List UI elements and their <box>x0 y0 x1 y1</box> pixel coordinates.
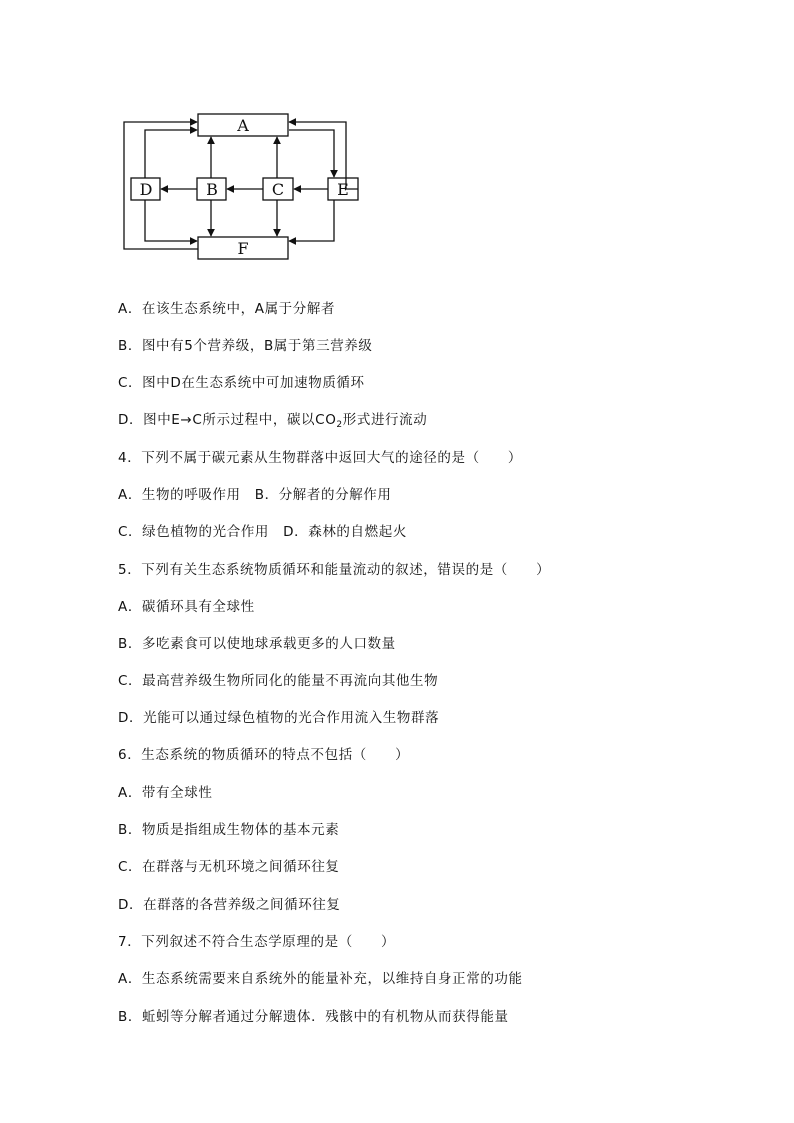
node-f-label: F <box>237 239 249 258</box>
option-6d: D．在群落的各营养级之间循环往复 <box>118 897 341 913</box>
option-4cd: C．绿色植物的光合作用 D．森林的自燃起火 <box>118 524 407 540</box>
option-7b: B．蚯蚓等分解者通过分解遗体．残骸中的有机物从而获得能量 <box>118 1009 509 1025</box>
node-b-label: B <box>206 180 218 199</box>
question-5: 5．下列有关生态系统物质循环和能量流动的叙述，错误的是（ ） <box>118 562 551 578</box>
node-a-label: A <box>237 116 249 135</box>
option-5c: C．最高营养级生物所同化的能量不再流向其他生物 <box>118 673 439 689</box>
option-5d: D．光能可以通过绿色植物的光合作用流入生物群落 <box>118 710 440 726</box>
option-3b: B．图中有5个营养级，B属于第三营养级 <box>118 338 373 354</box>
option-3d <box>118 411 427 434</box>
option-3d-pre: D．图中E→C所示过程中，碳以CO <box>118 412 337 428</box>
node-d-label: D <box>139 180 153 199</box>
arrow-e-to-f <box>289 200 334 241</box>
node-e-label: E <box>337 180 349 199</box>
carbon-cycle-diagram <box>118 108 368 270</box>
arrow-a-to-e <box>289 130 334 177</box>
option-6b: B．物质是指组成生物体的基本元素 <box>118 822 340 838</box>
option-5a: A．碳循环具有全球性 <box>118 599 255 615</box>
option-3d-post: 形式进行流动 <box>342 412 428 428</box>
question-7: 7．下列叙述不符合生态学原理的是（ ） <box>118 934 396 950</box>
arrow-d-to-a <box>145 130 197 178</box>
co2-subscript: 2 <box>336 420 343 430</box>
option-6c: C．在群落与无机环境之间循环往复 <box>118 859 340 875</box>
option-3c: C．图中D在生态系统中可加速物质循环 <box>118 375 365 391</box>
option-4ab: A．生物的呼吸作用 B．分解者的分解作用 <box>118 487 392 503</box>
option-3a: A．在该生态系统中，A属于分解者 <box>118 301 336 317</box>
node-c-label: C <box>271 180 285 199</box>
question-4: 4．下列不属于碳元素从生物群落中返回大气的途径的是（ ） <box>118 450 522 466</box>
option-6a: A．带有全球性 <box>118 785 213 801</box>
option-5b: B．多吃素食可以使地球承载更多的人口数量 <box>118 636 396 652</box>
question-6: 6．生态系统的物质循环的特点不包括（ ） <box>118 747 410 763</box>
option-7a: A．生态系统需要来自系统外的能量补充，以维持自身正常的功能 <box>118 971 523 987</box>
arrow-d-to-f <box>145 200 197 241</box>
